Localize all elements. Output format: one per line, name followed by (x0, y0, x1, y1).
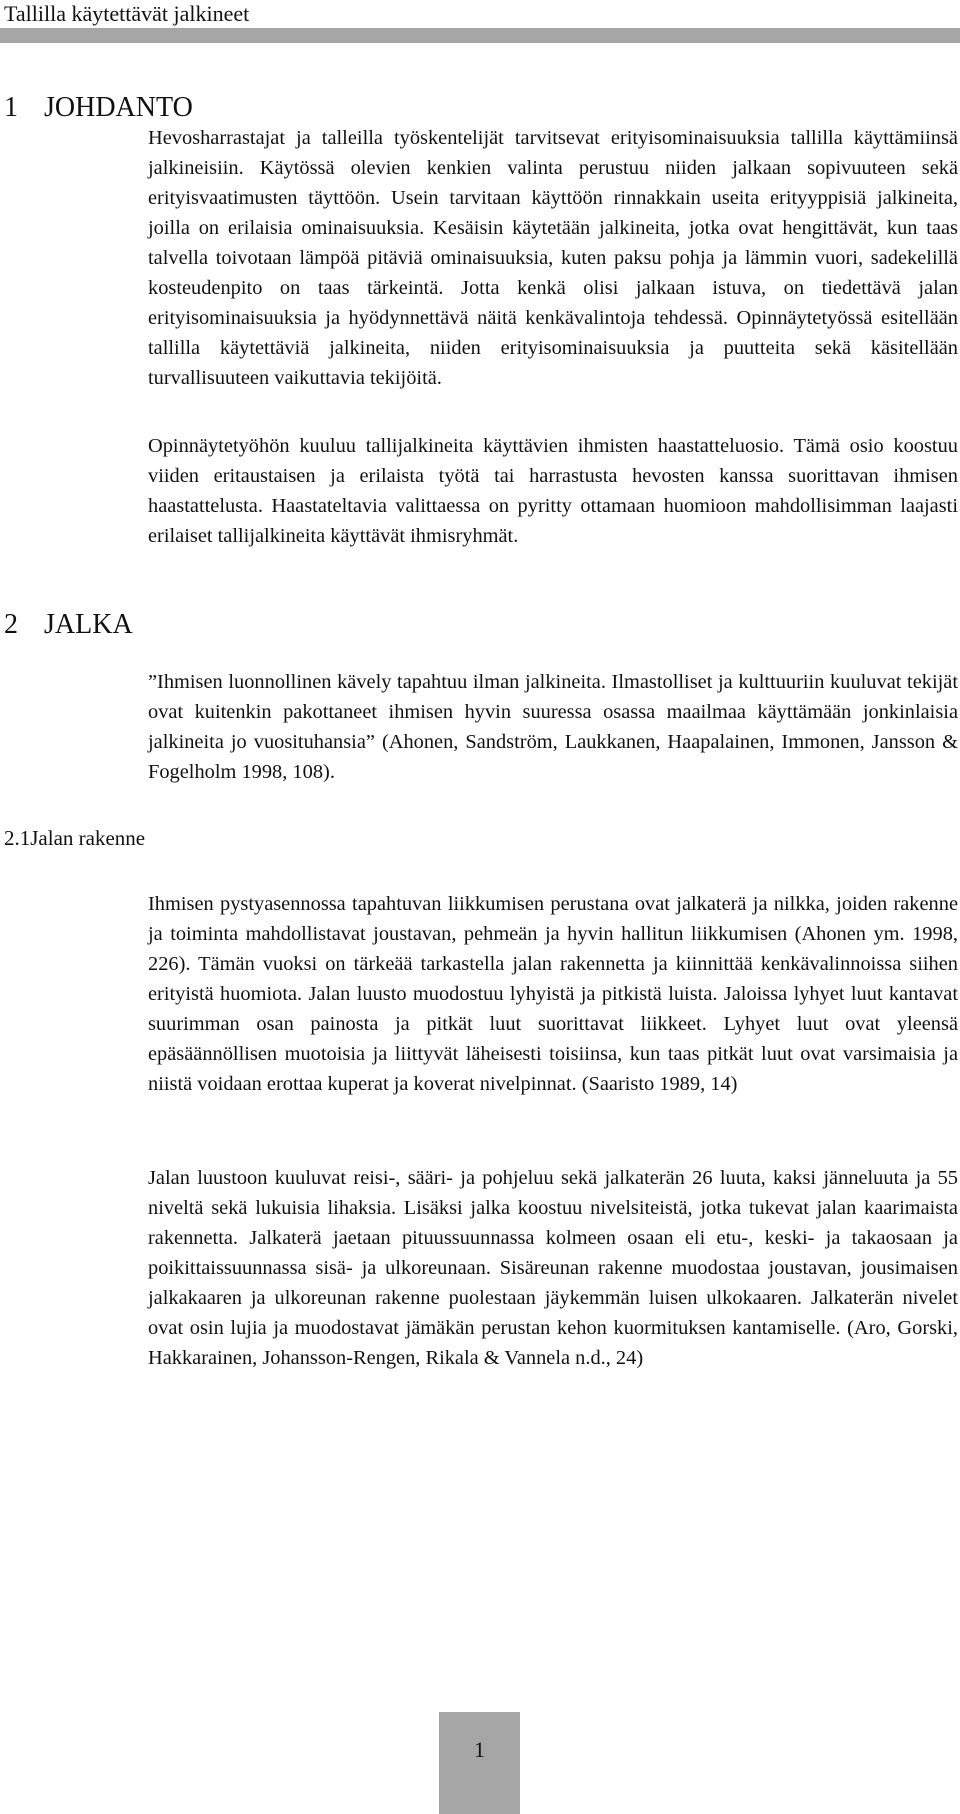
section-heading-johdanto (4, 91, 193, 125)
page-number-box (439, 1712, 520, 1814)
paragraph-quote: ”Ihmisen luonnollinen kävely tapahtuu ilman jalkineita. Ilmastolliset ja kulttuuriin kuuluvat tekijät ovat kuitenkin pakottaneet ihmisen hyvin suuressa osassa maailmaa käyttämään jonkinlaisia jalkineita jo vuosituhansia” (Ahonen, Sandström, Laukkanen, Haapalainen, Immonen, Jansson & Fogelholm 1998, 108). (148, 671, 958, 783)
running-header: Tallilla käytettävät jalkineet (4, 1, 250, 26)
section-heading-jalka (4, 608, 133, 642)
subsection-title: Jalan rakenne (30, 826, 146, 850)
paragraph-structure-1: Ihmisen pystyasennossa tapahtuvan liikkumisen perustana ovat jalkaterä ja nilkka, joiden rakenne ja toiminta mahdollistavat joustavan, pehmeän ja hyvin hallitun liikkumisen (Ahonen ym. 1998, 226). Tämän vuoksi on tärkeää tarkastella jalan rakennetta ja kiinnittää kenkävalinnoissa siihen erityistä huomiota. Jalan luusto muodostuu lyhyistä ja pitkistä luista. Jaloissa lyhyet luut kantavat suurimman osan painosta ja pitkät luut suorittavat liikkeet. Lyhyet luut ovat yleensä epäsäännöllisen muotoisia ja liittyvät läheisesti toisiinsa, kun taas pitkät luut ovat varsimaisia ja niistä voidaan erottaa kuperat ja koverat nivelpinnat. (Saaristo 1989, 14) (148, 893, 958, 1095)
subsection-heading-jalan-rakenne (4, 824, 145, 852)
paragraph-structure-2: Jalan luustoon kuuluvat reisi-, sääri- ja pohjeluu sekä jalkaterän 26 luuta, kaksi jänneluuta ja 55 niveltä sekä lukuisia lihaksia. Lisäksi jalka koostuu nivelsiteistä, jotka tukevat jalan kaarimaista rakennetta. Jalkaterä jaetaan pituussuunnassa kolmeen osaan eli etu-, keski- ja takaosaan ja poikittaissuunnassa sisä- ja ulkoreunaan. Sisäreunan rakenne muodostaa joustavan, jousimaisen jalkakaaren ja ulkoreunan rakenne puolestaan jäykemmän luisen ulkokaaren. Jalkaterän nivelet ovat osin lujia ja muodostavat jämäkän perustan kehon kuormituksen kantamiselle. (Aro, Gorski, Hakkarainen, Johansson-Rengen, Rikala & Vannela n.d., 24) (148, 1167, 958, 1369)
section-number: 2 (4, 609, 18, 640)
section-title: JALKA (44, 609, 133, 640)
paragraph-intro-1: Hevosharrastajat ja talleilla työskentelijät tarvitsevat erityisominaisuuksia tallilla käyttämiinsä jalkineisiin. Käytössä olevien kenkien valinta perustuu niiden jalkaan sopivuuteen sekä erityisvaatimusten täyttöön. Usein tarvitaan käyttöön rinnakkain useita erityyppisiä jalkineita, joilla on erilaisia ominaisuuksia. Kesäisin käytetään jalkineita, jotka ovat hengittävät, kun taas talvella toivotaan lämpöä pitäviä ominaisuuksia, kuten paksu pohja ja lämmin vuori, sadekelillä kosteudenpito on taas tärkeintä. Jotta kenkä olisi jalkaan istuva, on tiedettävä jalan erityisominaisuuksia ja hyödynnettävä näitä kenkävalintoja tehdessä. Opinnäytetyössä esitellään tallilla käytettäviä jalkineita, niiden erityisominaisuuksia ja puutteita sekä käsitellään turvallisuuteen vaikuttavia tekijöitä. (148, 127, 958, 389)
header-rule (0, 28, 960, 43)
page-number: 1 (474, 1737, 485, 1762)
section-number: 1 (4, 92, 18, 123)
paragraph-intro-2: Opinnäytetyöhön kuuluu tallijalkineita käyttävien ihmisten haastatteluosio. Tämä osio koostuu viiden eritaustaisen ja erilaista työtä tai harrastusta hevosten kanssa suorittavan ihmisen haastattelusta. Haastateltavia valittaessa on pyritty ottamaan huomioon mahdollisimman laajasti erilaiset tallijalkineita käyttävät ihmisryhmät. (148, 435, 958, 547)
section-title: JOHDANTO (44, 92, 193, 123)
subsection-number: 2.1 (4, 826, 31, 850)
